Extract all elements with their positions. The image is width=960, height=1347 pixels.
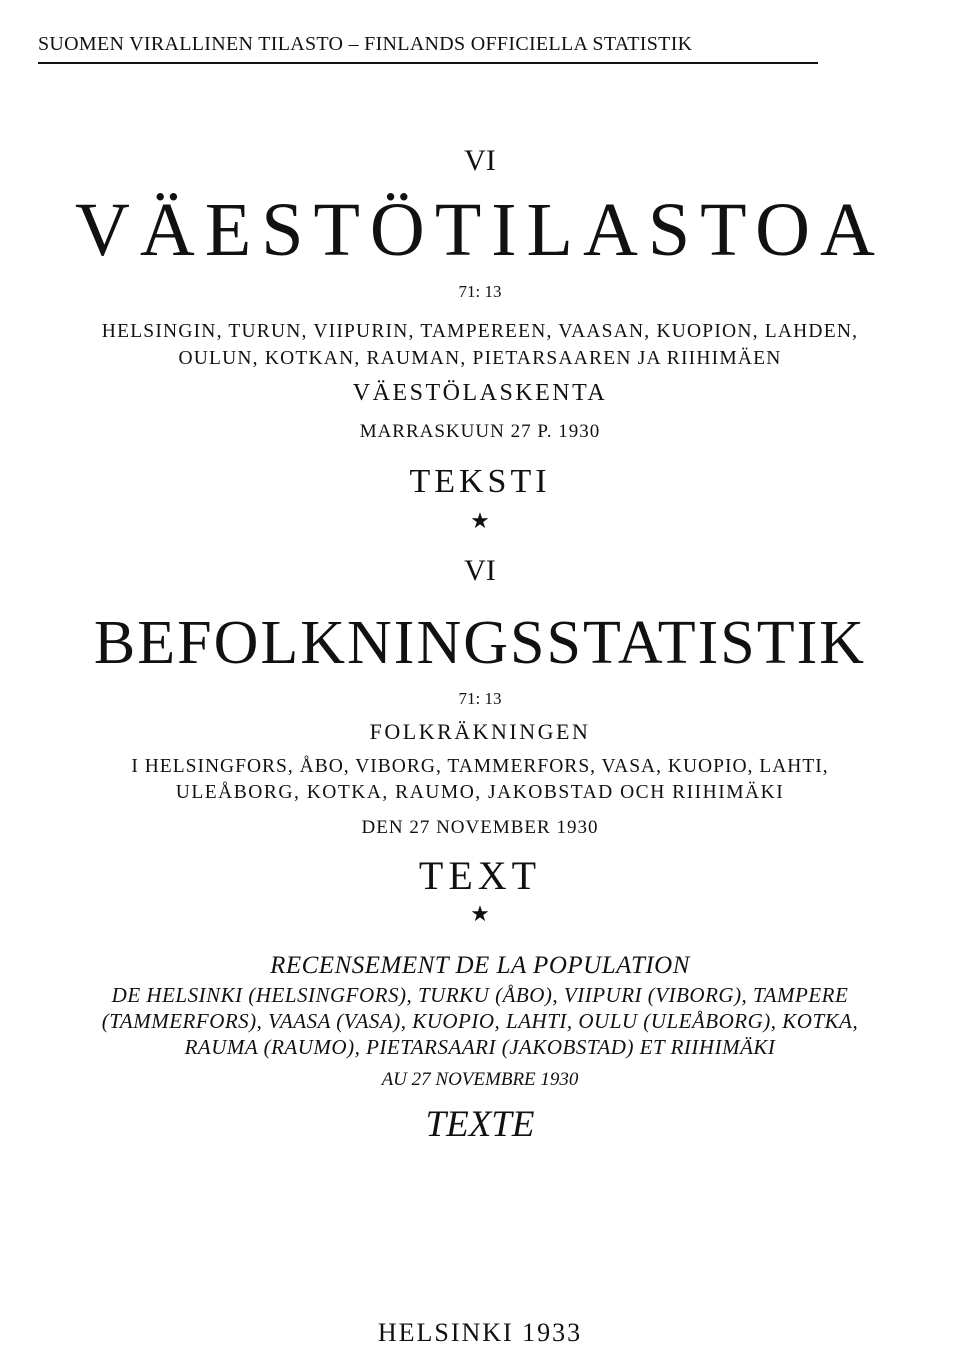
swedish-volume-label: TEXT: [418, 853, 542, 898]
french-cities-line-1: DE HELSINKI (HELSINGFORS), TURKU (ÅBO), VIIPURI (VIBORG), TAMPERE: [111, 983, 849, 1007]
french-cities-line-3: RAUMA (RAUMO), PIETARSAARI (JAKOBSTAD) ET RIIHIMÄKI: [184, 1035, 776, 1059]
finnish-main-title: VÄESTÖTILASTOA: [75, 188, 885, 272]
finnish-cities-line-2: OULUN, KOTKAN, RAUMAN, PIETARSAAREN JA RIIHIMÄEN: [178, 348, 782, 369]
french-census-date: AU 27 NOVEMBRE 1930: [381, 1069, 579, 1090]
swedish-volume-number: 71: 13: [458, 689, 502, 708]
finnish-volume-label: TEKSTI: [409, 463, 551, 500]
swedish-census-date: DEN 27 NOVEMBER 1930: [361, 817, 599, 838]
swedish-census-heading: FOLKRÄKNINGEN: [369, 719, 591, 744]
swedish-main-title: BEFOLKNINGSSTATISTIK: [93, 609, 867, 677]
header-rule: [38, 62, 818, 64]
swedish-cities-line-1: I HELSINGFORS, ÅBO, VIBORG, TAMMERFORS, VASA, KUOPIO, LAHTI,: [131, 756, 829, 777]
french-cities-line-2: (TAMMERFORS), VAASA (VASA), KUOPIO, LAHTI, OULU (ULEÅBORG), KOTKA,: [101, 1009, 859, 1033]
finnish-census-heading: VÄESTÖLASKENTA: [352, 380, 608, 406]
french-census-heading: RECENSEMENT DE LA POPULATION: [270, 952, 690, 979]
star-separator-icon: ★: [470, 508, 490, 533]
imprint-place-year: HELSINKI 1933: [377, 1318, 583, 1347]
finnish-part-number: VI: [464, 144, 496, 177]
swedish-part-number: VI: [464, 554, 496, 587]
french-volume-label: TEXTE: [425, 1104, 535, 1145]
swedish-cities-line-2: ULEÅBORG, KOTKA, RAUMO, JAKOBSTAD OCH RIIHIMÄKI: [175, 782, 785, 803]
series-title: SUOMEN VIRALLINEN TILASTO – FINLANDS OFFICIELLA STATISTIK: [38, 33, 693, 55]
finnish-cities-line-1: HELSINGIN, TURUN, VIIPURIN, TAMPEREEN, VAASAN, KUOPION, LAHDEN,: [101, 321, 859, 342]
finnish-volume-number: 71: 13: [458, 282, 502, 301]
star-separator-icon: ★: [470, 901, 490, 926]
finnish-census-date: MARRASKUUN 27 P. 1930: [359, 421, 601, 442]
